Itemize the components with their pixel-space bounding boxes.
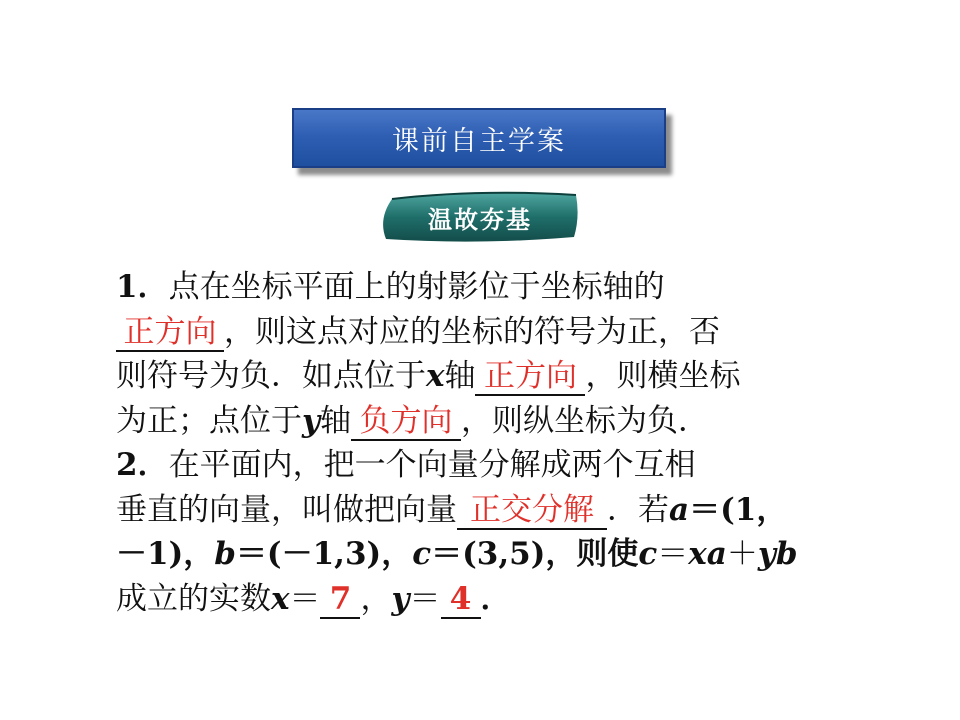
item2-text-i: ＋ — [726, 536, 758, 572]
item2-line1 — [116, 443, 876, 488]
item1-line3 — [116, 354, 876, 399]
item2-text-k: ＝ — [289, 580, 321, 617]
item2-text-e: －1)， — [116, 536, 215, 572]
item1-text-c: 则符号为负．如点位于 — [116, 358, 426, 394]
item1-text-e: ，则横坐标 — [585, 358, 741, 394]
item2-text-j: 成立的实数 — [116, 580, 271, 617]
item2-text-c: ．若 — [607, 491, 669, 528]
item2-text-b: 垂直的向量，叫做把向量 — [116, 491, 457, 528]
item2-text-g: ＝(3,5)，则使 — [431, 536, 639, 572]
subsection-badge — [378, 191, 582, 243]
var-yb: yb — [757, 536, 798, 572]
item2-line2 — [116, 488, 876, 533]
var-b: b — [214, 536, 236, 572]
var-xa: xa — [688, 536, 727, 572]
section-title: 课前自主学案 — [392, 125, 566, 157]
item1-text-h: ，则纵坐标为负． — [461, 402, 710, 439]
item2-line3 — [116, 532, 876, 577]
section-title-banner — [292, 108, 666, 168]
item2-text-l: ， — [360, 580, 392, 617]
answer-blank-4: 正交分解 — [457, 492, 607, 530]
var-y: y — [302, 402, 321, 439]
item2-text-f: ＝(－1,3)， — [235, 536, 413, 572]
item2-text-h: ＝ — [657, 536, 689, 572]
item1-text-d: 轴 — [444, 358, 476, 394]
item2-text-n: ． — [480, 580, 512, 617]
item1-line4 — [116, 399, 876, 444]
var-c: c — [412, 536, 432, 572]
answer-blank-y: 4 — [441, 581, 481, 619]
var-x2: x — [271, 580, 290, 617]
item2-number: 2． — [116, 447, 169, 483]
item2-text-d: ＝(1， — [689, 491, 788, 528]
item1-line1 — [116, 265, 876, 310]
var-y2: y — [391, 580, 410, 617]
answer-blank-3: 负方向 — [351, 403, 461, 441]
item1-text-f: 为正；点位于 — [116, 402, 302, 439]
answer-blank-1: 正方向 — [116, 314, 224, 352]
badge-label: 温故夯基 — [428, 205, 532, 234]
item2-text-a: 在平面内，把一个向量分解成两个互相 — [168, 447, 696, 483]
item1-text-a: 点在坐标平面上的射影位于坐标轴的 — [168, 269, 665, 305]
exercise-text — [116, 265, 876, 621]
item2-line4 — [116, 577, 876, 622]
var-x: x — [426, 358, 445, 394]
item1-text-g: 轴 — [320, 402, 352, 439]
item1-line2 — [116, 310, 876, 355]
answer-blank-2: 正方向 — [475, 358, 585, 396]
var-c2: c — [638, 536, 658, 572]
item1-text-b: ，则这点对应的坐标的符号为正，否 — [224, 313, 720, 350]
item2-text-m: ＝ — [409, 580, 441, 617]
item1-number: 1． — [116, 269, 169, 305]
answer-blank-x: 7 — [320, 581, 360, 619]
var-a: a — [669, 491, 690, 528]
